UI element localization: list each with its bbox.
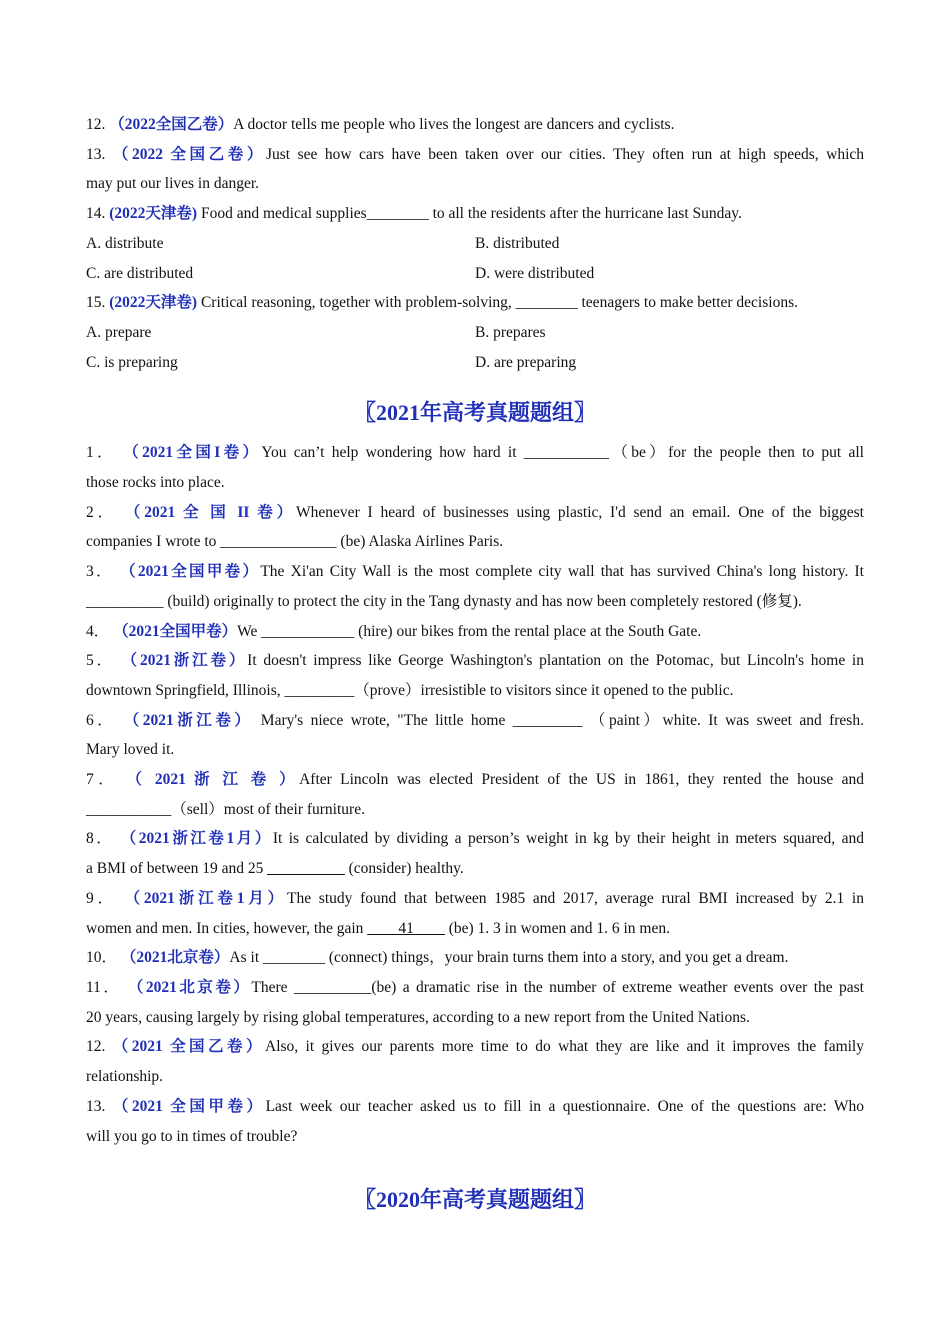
question-2021-4: 4． （2021全国甲卷）We ____________ (hire) our bikes from the rental place at the South Gate. <box>86 622 702 640</box>
answer-blank: ____41____ <box>367 919 445 937</box>
question-2022-14: 14. (2022天津卷) Food and medical supplies________ to all the residents after the hurricane last Sunday. <box>86 205 742 223</box>
options-row <box>86 348 864 378</box>
option-a: A. distribute <box>86 234 164 252</box>
question-2021-2: 2． （2021 全 国 II 卷）Whenever I heard of businesses using plastic, I'd send an email. One of the biggest <box>86 503 864 521</box>
source-tag: （2021浙江卷） <box>123 711 254 729</box>
source-tag: （ 2021 浙 江 卷 ） <box>126 771 300 789</box>
question-2022-13: 13. （2022 全国乙卷）Just see how cars have been taken over our cities. They often run at high speeds, which <box>86 145 864 163</box>
source-tag: （2022全国乙卷） <box>109 116 234 133</box>
question-2021-5: 5． （2021浙江卷）It doesn't impress like George Washington's plantation on the Potomac, but Lincoln's home in <box>86 652 864 670</box>
question-2021-11: 11． （2021北京卷）There __________(be) a dramatic rise in the number of extreme weather events over the past <box>86 978 864 996</box>
question-2021-13: 13. （2021 全国甲卷）Last week our teacher asked us to fill in a questionnaire. One of the questions are: Who <box>86 1097 864 1115</box>
question-2021-12-cont: relationship. <box>86 1068 164 1086</box>
section-heading-2020: 〖2020年高考真题题组〗 <box>353 1187 596 1213</box>
source-tag: （2021全国甲卷） <box>113 622 238 640</box>
source-tag: （2021北京卷） <box>120 949 230 967</box>
question-2021-1-cont: those rocks into place. <box>86 474 225 492</box>
options-row <box>86 259 864 289</box>
question-2021-7: 7． （ 2021 浙 江 卷 ）After Lincoln was elected President of the US in 1861, they rented the house and <box>86 771 864 789</box>
question-2021-11-cont: 20 years, causing largely by rising global temperatures, according to a new report from the United Nations. <box>86 1008 750 1026</box>
option-d: D. were distributed <box>475 264 595 282</box>
source-tag: （2021 全 国 II 卷） <box>124 503 297 521</box>
source-tag: （2021全国I卷） <box>123 444 262 462</box>
section-heading-2021: 〖2021年高考真题题组〗 <box>353 400 596 426</box>
question-2021-9: 9． （2021浙江卷1月）The study found that between 1985 and 2017, average rural BMI increased by 2.1 in <box>86 889 864 907</box>
question-2021-13-cont: will you go to in times of trouble? <box>86 1127 298 1145</box>
options-row <box>86 229 864 259</box>
source-tag: （2021 全国乙卷） <box>112 1038 265 1056</box>
question-2021-8: 8． （2021浙江卷1月）It is calculated by dividing a person’s weight in kg by their height in meters squared, and <box>86 830 864 848</box>
question-2021-6: 6． （2021浙江卷） Mary's niece wrote, "The little home _________ （paint）white. It was sweet and fresh. <box>86 711 864 729</box>
source-tag: (2022天津卷) <box>109 205 198 223</box>
question-2021-10: 10． （2021北京卷）As it ________ (connect) things，your brain turns them into a story, and you get a dream. <box>86 949 789 967</box>
question-2021-12: 12. （2021 全国乙卷）Also, it gives our parents more time to do what they are like and it improves the family <box>86 1038 864 1056</box>
source-tag: （2021北京卷） <box>127 978 252 996</box>
source-tag: （2021浙江卷） <box>121 652 248 670</box>
option-c: C. are distributed <box>86 264 194 282</box>
option-a: A. prepare <box>86 323 152 341</box>
question-2021-2-cont: companies I wrote to _______________ (be) Alaska Airlines Paris. <box>86 533 504 551</box>
option-c: C. is preparing <box>86 353 178 371</box>
option-d: D. are preparing <box>475 353 577 371</box>
source-tag: （2021全国甲卷） <box>120 563 261 581</box>
question-2021-3: 3． （2021全国甲卷）The Xi'an City Wall is the most complete city wall that has survived China's long history. It <box>86 563 864 581</box>
source-tag: (2022天津卷) <box>109 294 198 312</box>
question-2021-6-cont: Mary loved it. <box>86 741 175 759</box>
document-page <box>86 110 864 1215</box>
source-tag: （2021浙江卷1月） <box>120 830 273 848</box>
source-tag: （2022 全国乙卷） <box>112 145 266 163</box>
question-2021-3-cont: __________ (build) originally to protect the city in the Tang dynasty and has now been completely restored (修复). <box>86 592 802 610</box>
source-tag: （2021浙江卷1月） <box>124 889 287 907</box>
question-2021-1: 1． （2021全国I卷）You can’t help wondering how hard it ___________（be）for the people then to put all <box>86 444 864 462</box>
question-2021-9-cont: women and men. In cities, however, the gain ____41____ (be) 1. 3 in women and 1. 6 in men. <box>86 919 670 937</box>
question-2022-13-cont: may put our lives in danger. <box>86 175 260 193</box>
question-2022-12: 12. （2022全国乙卷）A doctor tells me people who lives the longest are dancers and cyclists. <box>86 116 675 133</box>
question-2021-5-cont: downtown Springfield, Illinois, _________（prove）irresistible to visitors since it opened to the public. <box>86 681 734 699</box>
source-tag: （2021 全国甲卷） <box>112 1097 266 1115</box>
options-row <box>86 318 864 348</box>
question-2022-15: 15. (2022天津卷) Critical reasoning, together with problem-solving, ________ teenagers to make better decisions. <box>86 294 798 312</box>
answer-blank: __________ <box>267 860 345 878</box>
question-2021-8-cont: a BMI of between 19 and 25 __________ (consider) healthy. <box>86 860 464 878</box>
option-b: B. prepares <box>475 323 546 341</box>
option-b: B. distributed <box>475 234 560 252</box>
question-2021-7-cont: ___________（sell）most of their furniture. <box>86 800 365 818</box>
